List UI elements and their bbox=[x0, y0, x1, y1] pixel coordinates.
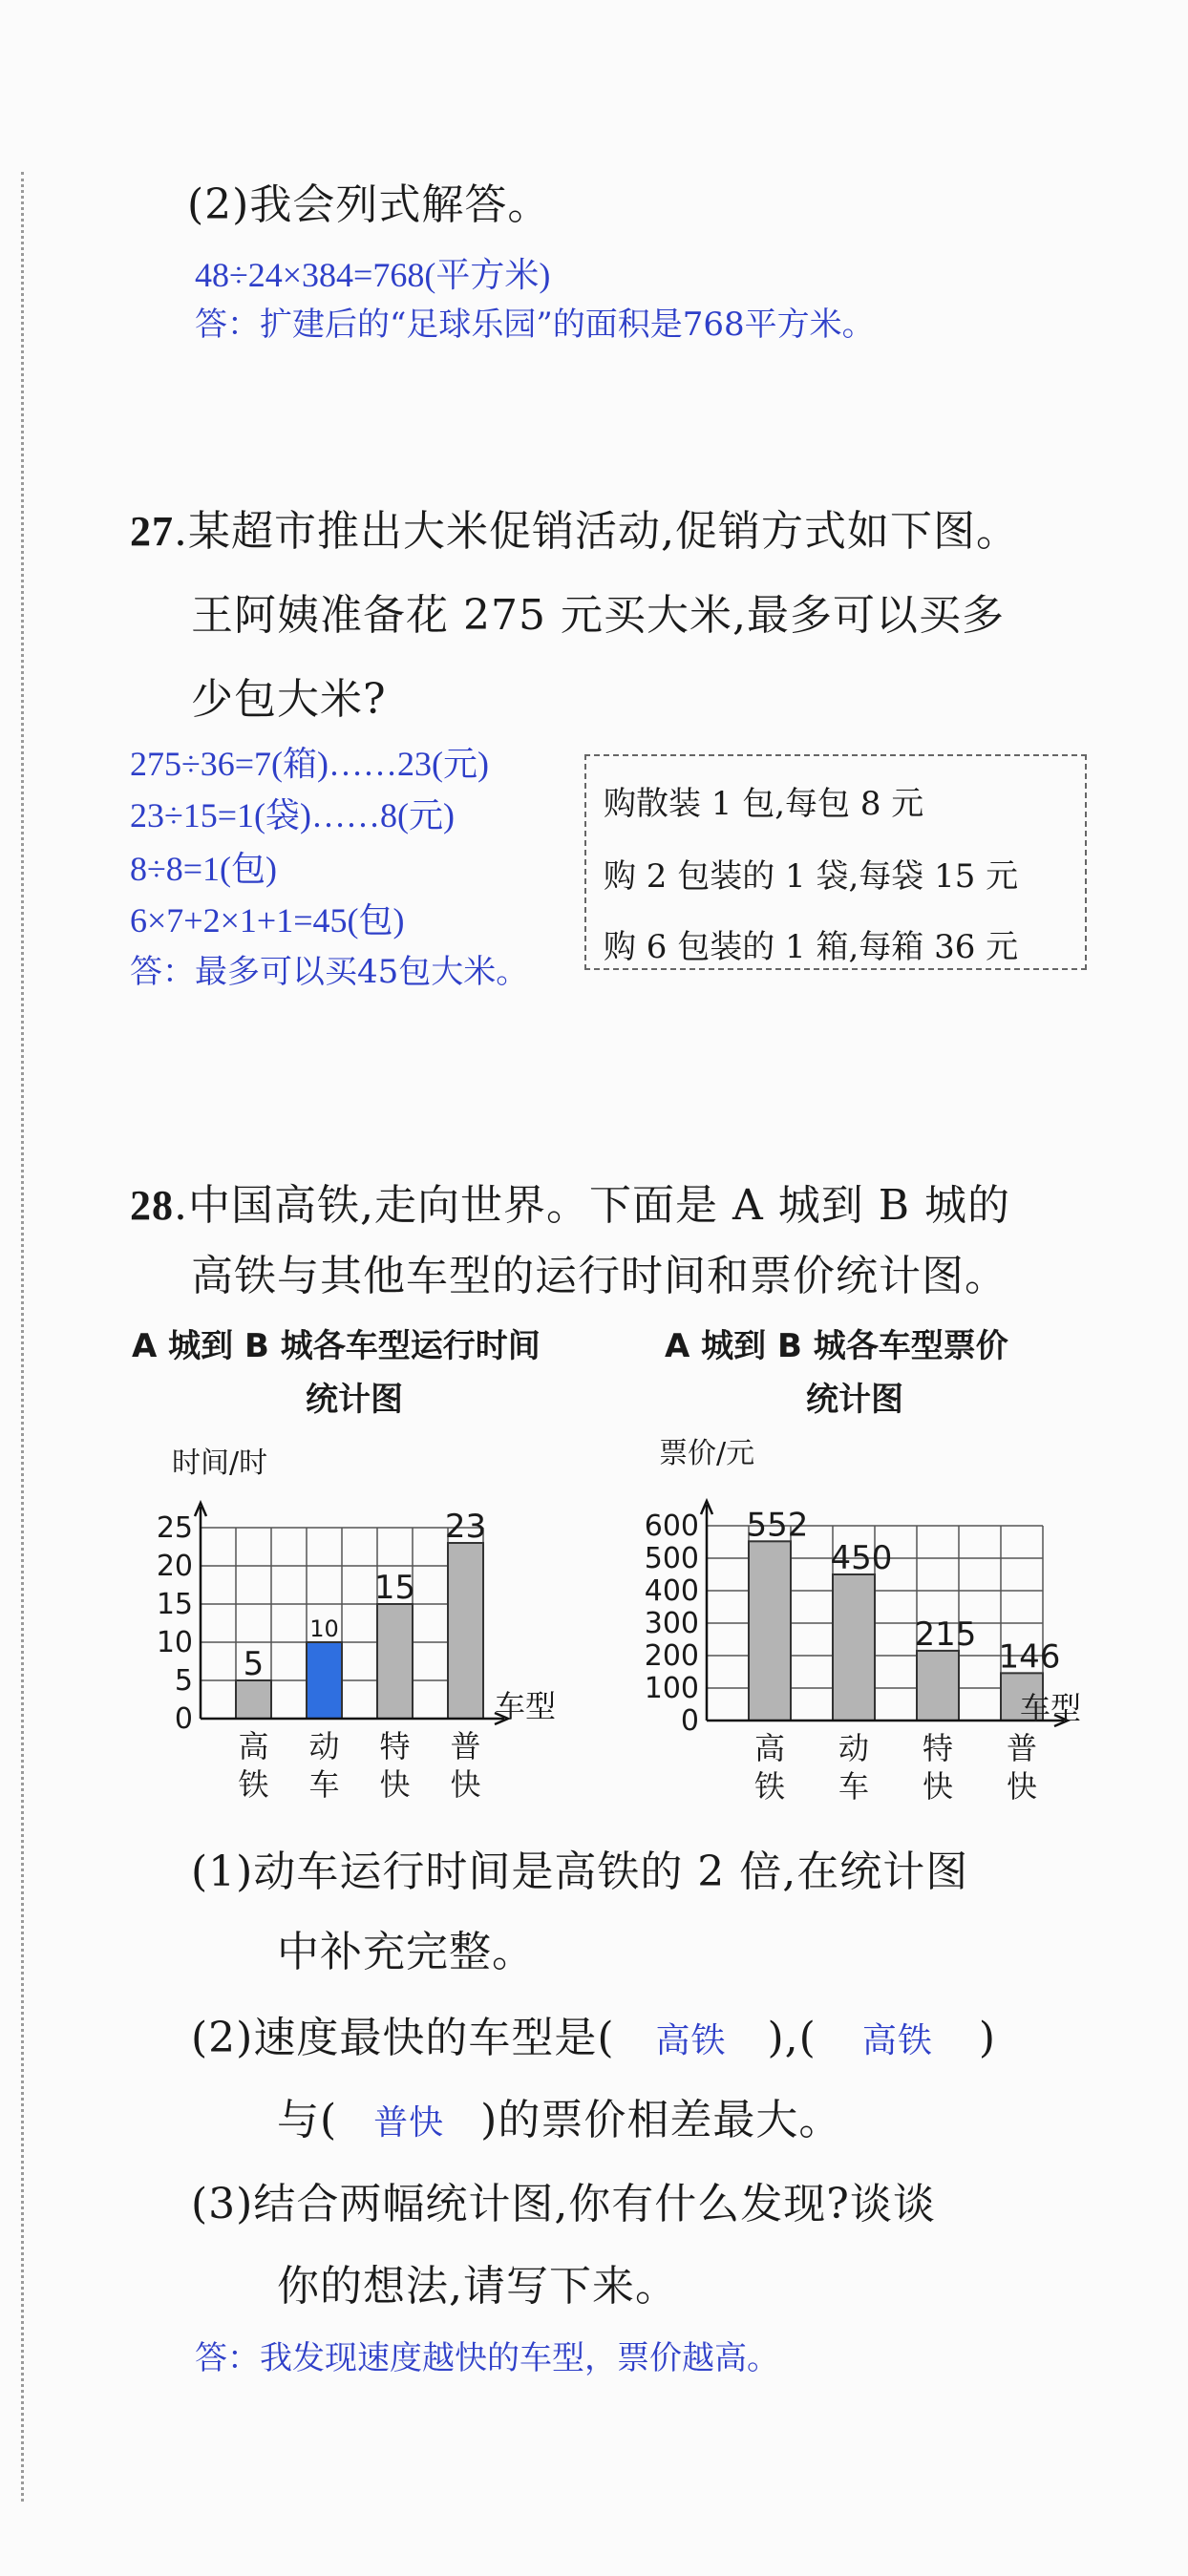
q28-sub2-line1 bbox=[191, 2003, 996, 2064]
q27-line1 bbox=[130, 496, 1019, 558]
category-label: 快 bbox=[450, 1766, 481, 1803]
chart2-title-line1: A 城到 B 城各车型票价 bbox=[665, 1327, 1008, 1365]
time-chart-yticks bbox=[157, 1511, 193, 1736]
category-label: 车 bbox=[838, 1768, 870, 1805]
category-label: 动 bbox=[308, 1728, 340, 1764]
price-diff-answer-1: 高铁 bbox=[861, 2021, 933, 2060]
q27-work-3: 8÷8=1(包) bbox=[130, 850, 278, 888]
price-chart bbox=[611, 1432, 1108, 1805]
chart1-title-line1: A 城到 B 城各车型运行时间 bbox=[132, 1327, 541, 1365]
y-tick-label: 15 bbox=[156, 1588, 193, 1621]
y-tick-label: 0 bbox=[680, 1704, 699, 1738]
fastest-type-answer: 高铁 bbox=[655, 2021, 727, 2060]
price-diff-answer-2: 普快 bbox=[373, 2103, 445, 2143]
bar-value-label: 146 bbox=[998, 1637, 1061, 1677]
q28-sub2-text-a: (2)速度最快的车型是( bbox=[191, 2014, 615, 2062]
y-tick-label: 5 bbox=[174, 1664, 193, 1698]
promo-line-1: 购散装 1 包,每包 8 元 bbox=[604, 785, 924, 823]
promo-line-3: 购 6 包装的 1 箱,每箱 36 元 bbox=[604, 928, 1019, 966]
y-tick-label: 10 bbox=[156, 1626, 193, 1659]
q27-answer: 答：最多可以买45包大米。 bbox=[130, 953, 529, 991]
bar-动车 bbox=[307, 1642, 342, 1719]
time-chart bbox=[134, 1432, 592, 1805]
y-tick-label: 200 bbox=[644, 1639, 699, 1673]
bar-高铁 bbox=[749, 1541, 791, 1721]
bar-特快 bbox=[917, 1651, 959, 1721]
category-label: 动 bbox=[838, 1730, 870, 1766]
q27-work-1: 275÷36=7(箱)……23(元) bbox=[130, 745, 490, 783]
bar-value-label: 215 bbox=[914, 1615, 977, 1654]
promo-line-2: 购 2 包装的 1 袋,每袋 15 元 bbox=[604, 857, 1019, 896]
q27-number: 27 bbox=[130, 508, 174, 555]
q28-sub3-line1: (3)结合两幅统计图,你有什么发现?谈谈 bbox=[191, 2180, 936, 2228]
category-label: 快 bbox=[379, 1766, 411, 1803]
y-tick-label: 400 bbox=[644, 1574, 699, 1608]
part2-heading: (2)我会列式解答。 bbox=[187, 180, 551, 229]
y-tick-label: 20 bbox=[156, 1550, 193, 1583]
bar-特快 bbox=[377, 1604, 413, 1719]
q28-answer: 答：我发现速度越快的车型，票价越高。 bbox=[195, 2339, 779, 2377]
bar-value-label: 10 bbox=[309, 1615, 339, 1642]
q28-line2: 高铁与其他车型的运行时间和票价统计图。 bbox=[191, 1252, 1008, 1300]
category-label: 车 bbox=[308, 1766, 340, 1803]
bar-value-label: 23 bbox=[444, 1508, 487, 1546]
y-tick-label: 0 bbox=[174, 1702, 193, 1736]
q28-line1-text: .中国高铁,走向世界。下面是 A 城到 B 城的 bbox=[174, 1181, 1011, 1230]
q27-line2: 王阿姨准备花 275 元买大米,最多可以买多 bbox=[191, 591, 1005, 640]
q27-work-4: 6×7+2×1+1=45(包) bbox=[130, 901, 405, 940]
y-tick-label: 25 bbox=[156, 1511, 193, 1545]
price-chart-yticks bbox=[645, 1510, 699, 1738]
category-label: 高 bbox=[238, 1728, 269, 1764]
bar-普快 bbox=[448, 1543, 483, 1719]
promo-box bbox=[584, 754, 1087, 970]
part2-formula: 48÷24×384=768(平方米) bbox=[195, 256, 551, 294]
category-label: 特 bbox=[922, 1730, 954, 1766]
category-label: 特 bbox=[379, 1728, 411, 1764]
price-chart-xlabel: 车型 bbox=[1020, 1690, 1082, 1726]
category-label: 铁 bbox=[753, 1768, 786, 1805]
bar-动车 bbox=[833, 1574, 875, 1721]
q28-sub2-line2 bbox=[277, 2085, 841, 2146]
price-chart-ylabel: 票价/元 bbox=[659, 1437, 755, 1470]
time-chart-categories bbox=[238, 1728, 480, 1803]
y-tick-label: 300 bbox=[644, 1607, 699, 1640]
y-tick-label: 600 bbox=[644, 1510, 699, 1543]
part2-answer: 答：扩建后的“足球乐园”的面积是768平方米。 bbox=[195, 306, 875, 344]
q27-line3: 少包大米? bbox=[191, 675, 387, 724]
q28-sub3-line2: 你的想法,请写下来。 bbox=[277, 2262, 678, 2311]
category-label: 铁 bbox=[238, 1766, 269, 1803]
bar-value-label: 552 bbox=[746, 1506, 809, 1545]
time-chart-xlabel: 车型 bbox=[495, 1688, 557, 1724]
category-label: 普 bbox=[1006, 1730, 1038, 1766]
category-label: 普 bbox=[450, 1728, 481, 1764]
price-chart-categories bbox=[754, 1730, 1037, 1805]
category-label: 快 bbox=[1006, 1768, 1038, 1805]
y-tick-label: 500 bbox=[644, 1542, 699, 1575]
chart2-title-line2: 统计图 bbox=[806, 1381, 903, 1419]
time-chart-ylabel: 时间/时 bbox=[172, 1446, 268, 1480]
binding-margin-line bbox=[21, 172, 24, 2502]
q27-work-2: 23÷15=1(袋)……8(元) bbox=[130, 796, 456, 834]
bar-高铁 bbox=[236, 1680, 271, 1719]
time-chart-bars bbox=[236, 1543, 483, 1719]
category-label: 快 bbox=[922, 1768, 954, 1805]
q27-line1-text: .某超市推出大米促销活动,促销方式如下图。 bbox=[174, 507, 1019, 556]
bar-value-label: 450 bbox=[830, 1539, 893, 1577]
q28-sub2-text-d: 与( bbox=[277, 2096, 338, 2144]
q28-sub1-line2: 中补充完整。 bbox=[277, 1928, 535, 1976]
chart1-title-line2: 统计图 bbox=[306, 1381, 403, 1419]
q28-sub2-text-b: ),( bbox=[767, 2014, 817, 2062]
q28-number: 28 bbox=[130, 1182, 174, 1229]
category-label: 高 bbox=[753, 1730, 786, 1766]
q28-sub2-text-c: ) bbox=[978, 2014, 996, 2062]
q28-sub1-line1: (1)动车运行时间是高铁的 2 倍,在统计图 bbox=[191, 1848, 969, 1896]
price-chart-bars bbox=[749, 1541, 1043, 1721]
y-tick-label: 100 bbox=[644, 1672, 699, 1705]
bar-value-label: 5 bbox=[243, 1645, 265, 1683]
q28-sub2-text-e: )的票价相差最大。 bbox=[480, 2096, 842, 2144]
q28-line1 bbox=[130, 1171, 1010, 1232]
bar-value-label: 15 bbox=[373, 1569, 416, 1607]
